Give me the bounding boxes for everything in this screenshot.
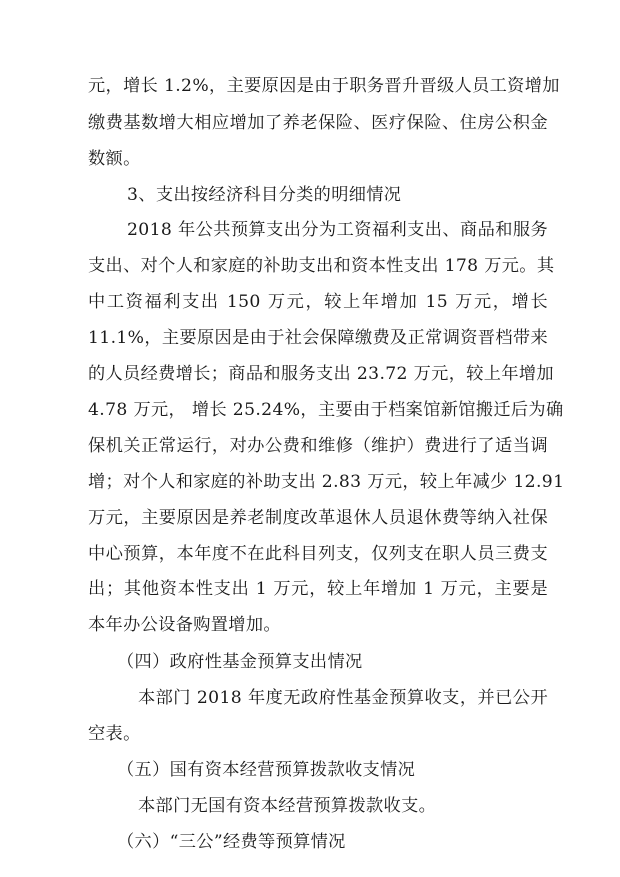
paragraph-line: 万元，主要原因是养老制度改革退休人员退休费等纳入社保 bbox=[88, 508, 548, 528]
paragraph-line: 中工资福利支出 150 万元，较上年增加 15 万元，增长 bbox=[88, 292, 548, 312]
paragraph-line: 出；其他资本性支出 1 万元，较上年增加 1 万元，主要是 bbox=[88, 579, 548, 599]
paragraph-line: 缴费基数增大相应增加了养老保险、医疗保险、住房公积金 bbox=[88, 113, 548, 133]
paragraph-line: 元，增长 1.2%，主要原因是由于职务晋升晋级人员工资增加 bbox=[88, 76, 560, 96]
paragraph-line: 增；对个人和家庭的补助支出 2.83 万元，较上年减少 12.91 bbox=[88, 472, 565, 492]
section-heading: 3、支出按经济科目分类的明细情况 bbox=[127, 185, 402, 205]
paragraph-line: 保机关正常运行，对办公费和维修（维护）费进行了适当调 bbox=[88, 436, 548, 456]
paragraph-line: 本部门 2018 年度无政府性基金预算收支，并已公开 bbox=[138, 688, 548, 708]
paragraph-line: 的人员经费增长；商品和服务支出 23.72 万元，较上年增加 bbox=[88, 364, 554, 384]
paragraph-line: 空表。 bbox=[88, 724, 141, 744]
paragraph-line: 中心预算，本年度不在此科目列支，仅列支在职人员三费支 bbox=[88, 544, 548, 564]
paragraph-line: 本部门无国有资本经营预算拨款收支。 bbox=[138, 796, 437, 816]
paragraph-line: 本年办公设备购置增加。 bbox=[88, 615, 281, 635]
paragraph-line: 4.78 万元， 增长 25.24%，主要由于档案馆新馆搬迁后为确 bbox=[88, 400, 564, 420]
section-heading: （六）“三公”经费等预算情况 bbox=[117, 832, 346, 852]
paragraph-line: 数额。 bbox=[88, 149, 141, 169]
paragraph-line: 2018 年公共预算支出分为工资福利支出、商品和服务 bbox=[127, 220, 548, 240]
section-heading: （五）国有资本经营预算拨款收支情况 bbox=[117, 760, 416, 780]
paragraph-line: 支出、对个人和家庭的补助支出和资本性支出 178 万元。其 bbox=[88, 256, 555, 276]
paragraph-line: 11.1%，主要原因是由于社会保障缴费及正常调资晋档带来 bbox=[88, 328, 548, 348]
section-heading: （四）政府性基金预算支出情况 bbox=[117, 652, 363, 672]
